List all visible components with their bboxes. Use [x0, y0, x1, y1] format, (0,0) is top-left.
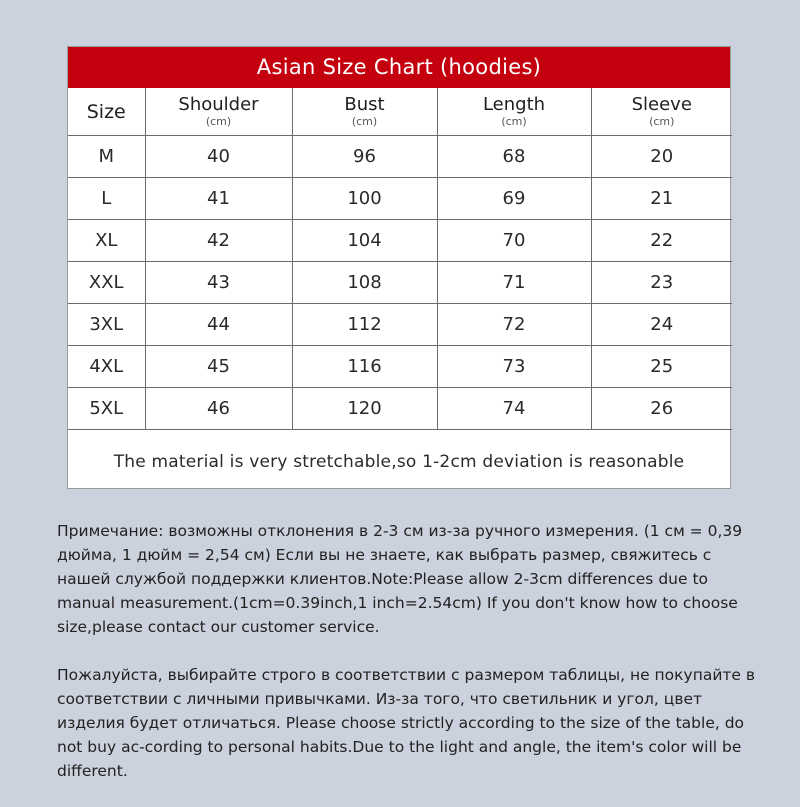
length-cell: 71 [437, 262, 591, 304]
shoulder-cell: 46 [145, 388, 292, 430]
notes-section [57, 519, 757, 807]
measurement-note: Примечание: возможны отклонения в 2-3 см из-за ручного измерения. (1 см = 0,39 дюйма, 1 дюйм = 2,54 см) Если вы не знаете, как выбрать размер, свяжитесь с нашей службой поддержки клиентов.Note:Please allow 2-3cm differences due to manual measurement.(1cm=0.39inch,1 inch=2.54cm) If you don't know how to choose size,please contact our customer service. [57, 522, 743, 636]
header-sleeve [591, 88, 732, 136]
shoulder-cell: 42 [145, 220, 292, 262]
length-cell: 69 [437, 178, 591, 220]
length-cell: 73 [437, 346, 591, 388]
length-cell: 72 [437, 304, 591, 346]
header-sleeve-unit: (cm) [649, 114, 675, 128]
table-row [68, 346, 732, 388]
header-sleeve-label: Sleeve [631, 93, 692, 115]
header-shoulder-label: Shoulder [178, 93, 259, 115]
bust-cell: 96 [292, 136, 437, 178]
header-row [68, 88, 732, 136]
header-shoulder-unit: (cm) [205, 114, 232, 128]
header-size [68, 88, 145, 136]
table-row [68, 220, 732, 262]
sleeve-cell: 21 [591, 178, 732, 220]
size-cell: L [68, 178, 145, 220]
length-cell: 70 [437, 220, 591, 262]
header-bust-unit: (cm) [351, 114, 378, 128]
stretch-note: The material is very stretchable,so 1-2cm deviation is reasonable [113, 452, 685, 472]
size-cell: XXL [68, 262, 145, 304]
header-length-label: Length [482, 93, 546, 115]
table-row [68, 136, 732, 178]
size-cell: 3XL [68, 304, 145, 346]
size-cell: XL [68, 220, 145, 262]
sleeve-cell: 25 [591, 346, 732, 388]
sleeve-cell: 26 [591, 388, 732, 430]
sleeve-cell: 22 [591, 220, 732, 262]
header-size-label: Size [86, 100, 126, 123]
header-length-unit: (cm) [501, 114, 527, 128]
size-cell: 5XL [68, 388, 145, 430]
shoulder-cell: 43 [145, 262, 292, 304]
header-bust-label: Bust [344, 93, 385, 115]
bust-cell: 104 [292, 220, 437, 262]
header-length [437, 88, 591, 136]
bust-cell: 112 [292, 304, 437, 346]
sleeve-cell: 20 [591, 136, 732, 178]
header-bust [292, 88, 437, 136]
shoulder-cell: 45 [145, 346, 292, 388]
shoulder-cell: 41 [145, 178, 292, 220]
shoulder-cell: 40 [145, 136, 292, 178]
header-shoulder [145, 88, 292, 136]
bust-cell: 100 [292, 178, 437, 220]
size-chart [67, 46, 731, 489]
bust-cell: 120 [292, 388, 437, 430]
shoulder-cell: 44 [145, 304, 292, 346]
size-cell: 4XL [68, 346, 145, 388]
chart-title: Asian Size Chart (hoodies) [68, 47, 730, 88]
bust-cell: 108 [292, 262, 437, 304]
size-cell: M [68, 136, 145, 178]
length-cell: 68 [437, 136, 591, 178]
table-row [68, 388, 732, 430]
sleeve-cell: 24 [591, 304, 732, 346]
size-table [68, 88, 732, 430]
table-row [68, 304, 732, 346]
length-cell: 74 [437, 388, 591, 430]
choose-size-note: Пожалуйста, выбирайте строго в соответствии с размером таблицы, не покупайте в соответствии с личными привычками. Из-за того, что светильник и угол, цвет изделия будет отличаться. Please choose strictly according to the size of the table, do not buy ac-cording to personal habits.Due to the light and angle, the item's color will be different. [57, 666, 756, 780]
sleeve-cell: 23 [591, 262, 732, 304]
table-row [68, 178, 732, 220]
bust-cell: 116 [292, 346, 437, 388]
table-row [68, 262, 732, 304]
